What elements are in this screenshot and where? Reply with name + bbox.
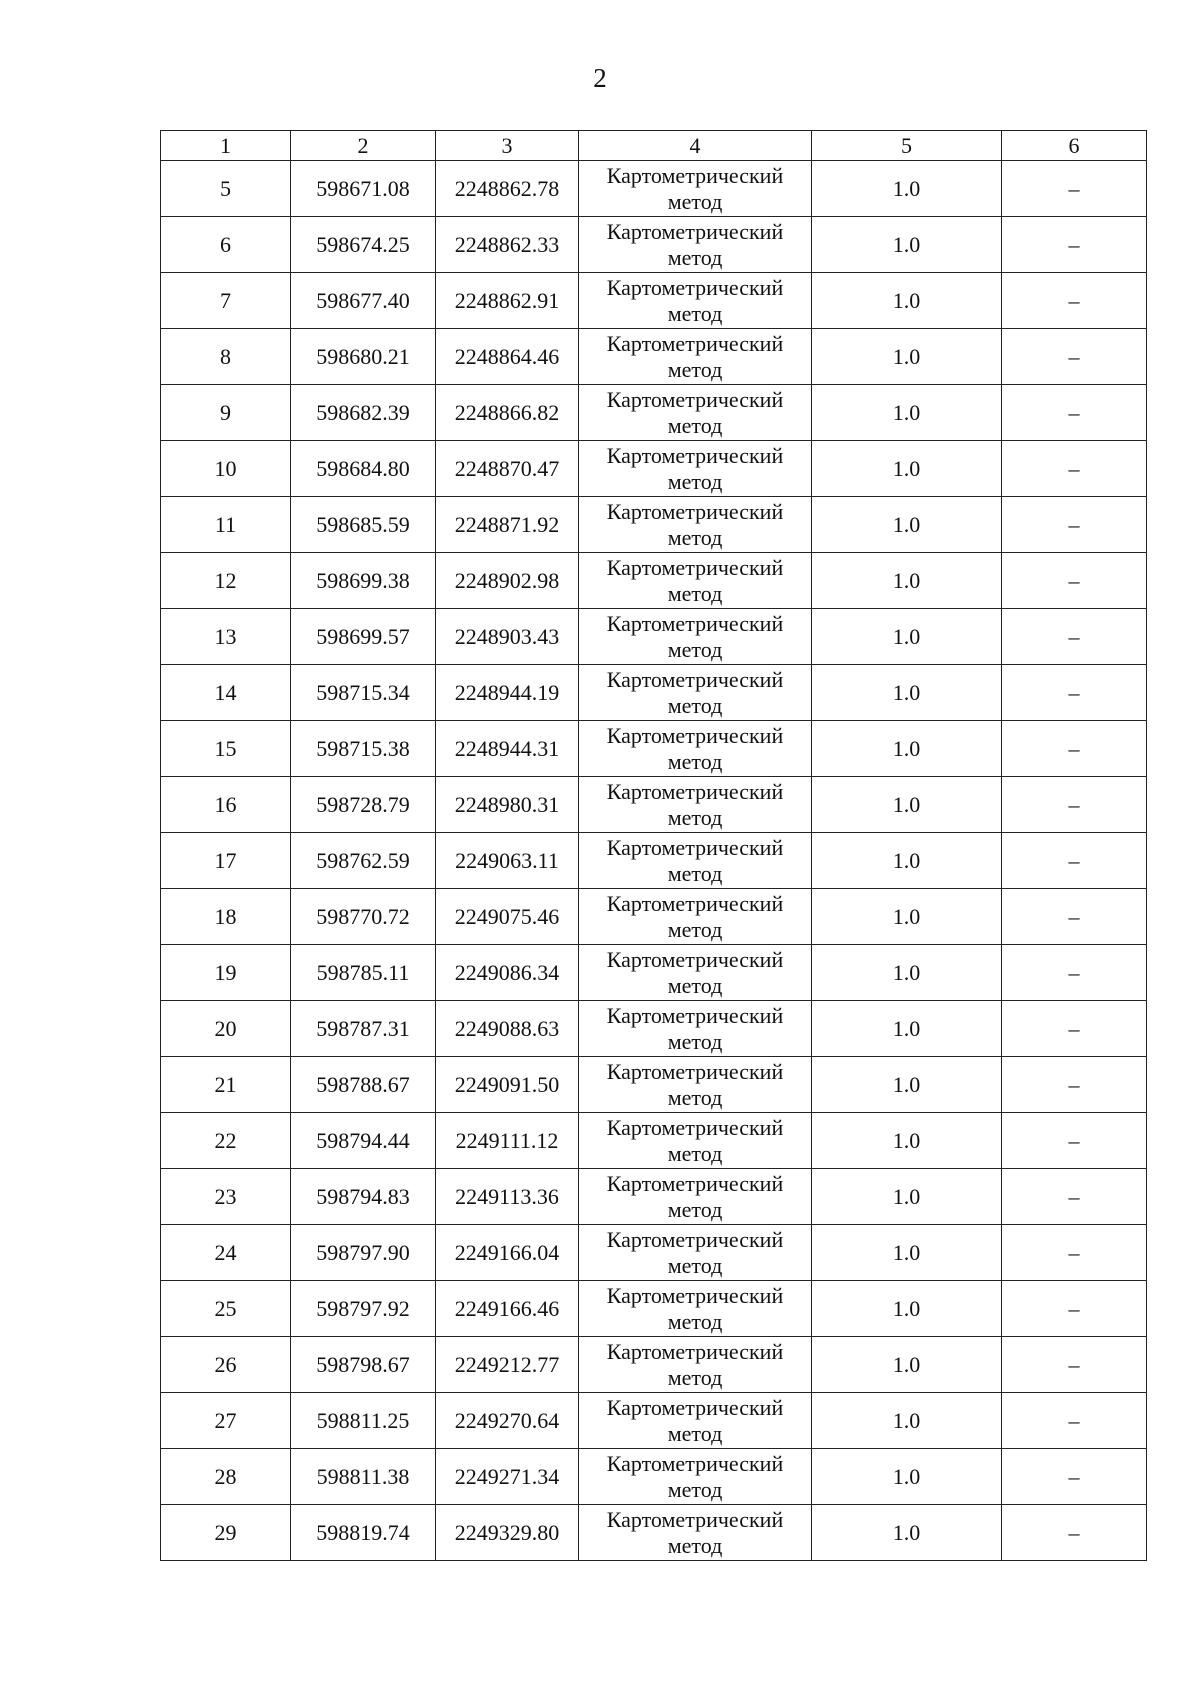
method-cell: Картометрический метод	[579, 721, 812, 777]
x-coordinate-cell: 598684.80	[291, 441, 436, 497]
table-row	[161, 1505, 1147, 1561]
note-cell: –	[1002, 385, 1147, 441]
point-number-cell: 13	[161, 609, 291, 665]
table-row	[161, 1057, 1147, 1113]
y-coordinate-cell: 2248866.82	[436, 385, 579, 441]
x-coordinate-cell: 598685.59	[291, 497, 436, 553]
x-coordinate-cell: 598671.08	[291, 161, 436, 217]
point-number-cell: 5	[161, 161, 291, 217]
y-coordinate-cell: 2249086.34	[436, 945, 579, 1001]
x-coordinate-cell: 598819.74	[291, 1505, 436, 1561]
note-cell: –	[1002, 1337, 1147, 1393]
column-number-header: 2	[291, 131, 436, 161]
note-cell: –	[1002, 1169, 1147, 1225]
note-cell: –	[1002, 1393, 1147, 1449]
point-number-cell: 21	[161, 1057, 291, 1113]
note-cell: –	[1002, 721, 1147, 777]
x-coordinate-cell: 598797.90	[291, 1225, 436, 1281]
x-coordinate-cell: 598798.67	[291, 1337, 436, 1393]
point-number-cell: 26	[161, 1337, 291, 1393]
point-number-cell: 23	[161, 1169, 291, 1225]
table-row	[161, 833, 1147, 889]
table-row	[161, 945, 1147, 1001]
table-row	[161, 553, 1147, 609]
note-cell: –	[1002, 1281, 1147, 1337]
accuracy-cell: 1.0	[812, 1449, 1002, 1505]
note-cell: –	[1002, 833, 1147, 889]
x-coordinate-cell: 598715.34	[291, 665, 436, 721]
accuracy-cell: 1.0	[812, 1113, 1002, 1169]
y-coordinate-cell: 2249063.11	[436, 833, 579, 889]
accuracy-cell: 1.0	[812, 497, 1002, 553]
y-coordinate-cell: 2248862.78	[436, 161, 579, 217]
x-coordinate-cell: 598674.25	[291, 217, 436, 273]
note-cell: –	[1002, 1057, 1147, 1113]
y-coordinate-cell: 2249111.12	[436, 1113, 579, 1169]
note-cell: –	[1002, 1225, 1147, 1281]
table-row	[161, 1169, 1147, 1225]
table-row	[161, 329, 1147, 385]
method-cell: Картометрический метод	[579, 217, 812, 273]
accuracy-cell: 1.0	[812, 1001, 1002, 1057]
accuracy-cell: 1.0	[812, 217, 1002, 273]
method-cell: Картометрический метод	[579, 553, 812, 609]
point-number-cell: 14	[161, 665, 291, 721]
y-coordinate-cell: 2249113.36	[436, 1169, 579, 1225]
y-coordinate-cell: 2248862.33	[436, 217, 579, 273]
y-coordinate-cell: 2249166.04	[436, 1225, 579, 1281]
x-coordinate-cell: 598728.79	[291, 777, 436, 833]
y-coordinate-cell: 2248870.47	[436, 441, 579, 497]
method-cell: Картометрический метод	[579, 497, 812, 553]
table-row	[161, 1225, 1147, 1281]
x-coordinate-cell: 598770.72	[291, 889, 436, 945]
column-number-header: 4	[579, 131, 812, 161]
method-cell: Картометрический метод	[579, 273, 812, 329]
method-cell: Картометрический метод	[579, 833, 812, 889]
note-cell: –	[1002, 777, 1147, 833]
accuracy-cell: 1.0	[812, 665, 1002, 721]
table-row	[161, 889, 1147, 945]
point-number-cell: 17	[161, 833, 291, 889]
point-number-cell: 9	[161, 385, 291, 441]
column-number-header: 3	[436, 131, 579, 161]
point-number-cell: 11	[161, 497, 291, 553]
method-cell: Картометрический метод	[579, 609, 812, 665]
x-coordinate-cell: 598811.38	[291, 1449, 436, 1505]
accuracy-cell: 1.0	[812, 161, 1002, 217]
table-row	[161, 1001, 1147, 1057]
point-number-cell: 29	[161, 1505, 291, 1561]
point-number-cell: 7	[161, 273, 291, 329]
table-row	[161, 1393, 1147, 1449]
method-cell: Картометрический метод	[579, 1225, 812, 1281]
x-coordinate-cell: 598699.57	[291, 609, 436, 665]
y-coordinate-cell: 2248944.19	[436, 665, 579, 721]
accuracy-cell: 1.0	[812, 273, 1002, 329]
y-coordinate-cell: 2249271.34	[436, 1449, 579, 1505]
point-number-cell: 15	[161, 721, 291, 777]
note-cell: –	[1002, 161, 1147, 217]
x-coordinate-cell: 598797.92	[291, 1281, 436, 1337]
note-cell: –	[1002, 1113, 1147, 1169]
point-number-cell: 22	[161, 1113, 291, 1169]
table-row	[161, 777, 1147, 833]
note-cell: –	[1002, 217, 1147, 273]
table-row	[161, 441, 1147, 497]
point-number-cell: 28	[161, 1449, 291, 1505]
note-cell: –	[1002, 1001, 1147, 1057]
note-cell: –	[1002, 945, 1147, 1001]
y-coordinate-cell: 2248902.98	[436, 553, 579, 609]
method-cell: Картометрический метод	[579, 385, 812, 441]
accuracy-cell: 1.0	[812, 329, 1002, 385]
y-coordinate-cell: 2249270.64	[436, 1393, 579, 1449]
point-number-cell: 27	[161, 1393, 291, 1449]
note-cell: –	[1002, 889, 1147, 945]
x-coordinate-cell: 598682.39	[291, 385, 436, 441]
method-cell: Картометрический метод	[579, 1113, 812, 1169]
accuracy-cell: 1.0	[812, 609, 1002, 665]
y-coordinate-cell: 2249088.63	[436, 1001, 579, 1057]
accuracy-cell: 1.0	[812, 385, 1002, 441]
note-cell: –	[1002, 553, 1147, 609]
method-cell: Картометрический метод	[579, 1337, 812, 1393]
y-coordinate-cell: 2249091.50	[436, 1057, 579, 1113]
point-number-cell: 25	[161, 1281, 291, 1337]
x-coordinate-cell: 598811.25	[291, 1393, 436, 1449]
method-cell: Картометрический метод	[579, 1281, 812, 1337]
point-number-cell: 8	[161, 329, 291, 385]
accuracy-cell: 1.0	[812, 1393, 1002, 1449]
column-number-header: 1	[161, 131, 291, 161]
method-cell: Картометрический метод	[579, 161, 812, 217]
accuracy-cell: 1.0	[812, 1337, 1002, 1393]
table-row	[161, 273, 1147, 329]
note-cell: –	[1002, 609, 1147, 665]
point-number-cell: 6	[161, 217, 291, 273]
method-cell: Картометрический метод	[579, 329, 812, 385]
note-cell: –	[1002, 329, 1147, 385]
point-number-cell: 19	[161, 945, 291, 1001]
header-row	[161, 131, 1147, 161]
point-number-cell: 16	[161, 777, 291, 833]
note-cell: –	[1002, 665, 1147, 721]
accuracy-cell: 1.0	[812, 1505, 1002, 1561]
note-cell: –	[1002, 1505, 1147, 1561]
method-cell: Картометрический метод	[579, 945, 812, 1001]
table-row	[161, 217, 1147, 273]
accuracy-cell: 1.0	[812, 441, 1002, 497]
page-number: 2	[593, 63, 607, 93]
note-cell: –	[1002, 1449, 1147, 1505]
accuracy-cell: 1.0	[812, 889, 1002, 945]
method-cell: Картометрический метод	[579, 1505, 812, 1561]
accuracy-cell: 1.0	[812, 721, 1002, 777]
point-number-cell: 12	[161, 553, 291, 609]
y-coordinate-cell: 2248864.46	[436, 329, 579, 385]
table-row	[161, 1449, 1147, 1505]
y-coordinate-cell: 2249075.46	[436, 889, 579, 945]
y-coordinate-cell: 2248944.31	[436, 721, 579, 777]
note-cell: –	[1002, 441, 1147, 497]
x-coordinate-cell: 598787.31	[291, 1001, 436, 1057]
y-coordinate-cell: 2248903.43	[436, 609, 579, 665]
method-cell: Картометрический метод	[579, 441, 812, 497]
method-cell: Картометрический метод	[579, 1169, 812, 1225]
column-number-header: 6	[1002, 131, 1147, 161]
table-row	[161, 665, 1147, 721]
accuracy-cell: 1.0	[812, 1225, 1002, 1281]
y-coordinate-cell: 2248862.91	[436, 273, 579, 329]
accuracy-cell: 1.0	[812, 945, 1002, 1001]
table-row	[161, 721, 1147, 777]
table-row	[161, 1281, 1147, 1337]
table-row	[161, 1113, 1147, 1169]
table-row	[161, 609, 1147, 665]
table-row	[161, 385, 1147, 441]
x-coordinate-cell: 598677.40	[291, 273, 436, 329]
table-row	[161, 1337, 1147, 1393]
x-coordinate-cell: 598785.11	[291, 945, 436, 1001]
accuracy-cell: 1.0	[812, 1057, 1002, 1113]
table-row	[161, 161, 1147, 217]
method-cell: Картометрический метод	[579, 1449, 812, 1505]
x-coordinate-cell: 598788.67	[291, 1057, 436, 1113]
accuracy-cell: 1.0	[812, 1281, 1002, 1337]
y-coordinate-cell: 2249166.46	[436, 1281, 579, 1337]
accuracy-cell: 1.0	[812, 777, 1002, 833]
point-number-cell: 10	[161, 441, 291, 497]
point-number-cell: 18	[161, 889, 291, 945]
accuracy-cell: 1.0	[812, 1169, 1002, 1225]
method-cell: Картометрический метод	[579, 777, 812, 833]
method-cell: Картометрический метод	[579, 889, 812, 945]
accuracy-cell: 1.0	[812, 833, 1002, 889]
y-coordinate-cell: 2249329.80	[436, 1505, 579, 1561]
method-cell: Картометрический метод	[579, 1393, 812, 1449]
coordinates-table	[160, 130, 1147, 1561]
y-coordinate-cell: 2248871.92	[436, 497, 579, 553]
y-coordinate-cell: 2249212.77	[436, 1337, 579, 1393]
x-coordinate-cell: 598715.38	[291, 721, 436, 777]
table-row	[161, 497, 1147, 553]
method-cell: Картометрический метод	[579, 1001, 812, 1057]
y-coordinate-cell: 2248980.31	[436, 777, 579, 833]
x-coordinate-cell: 598699.38	[291, 553, 436, 609]
method-cell: Картометрический метод	[579, 665, 812, 721]
method-cell: Картометрический метод	[579, 1057, 812, 1113]
x-coordinate-cell: 598762.59	[291, 833, 436, 889]
point-number-cell: 20	[161, 1001, 291, 1057]
x-coordinate-cell: 598794.83	[291, 1169, 436, 1225]
column-number-header: 5	[812, 131, 1002, 161]
note-cell: –	[1002, 497, 1147, 553]
note-cell: –	[1002, 273, 1147, 329]
x-coordinate-cell: 598794.44	[291, 1113, 436, 1169]
accuracy-cell: 1.0	[812, 553, 1002, 609]
x-coordinate-cell: 598680.21	[291, 329, 436, 385]
point-number-cell: 24	[161, 1225, 291, 1281]
